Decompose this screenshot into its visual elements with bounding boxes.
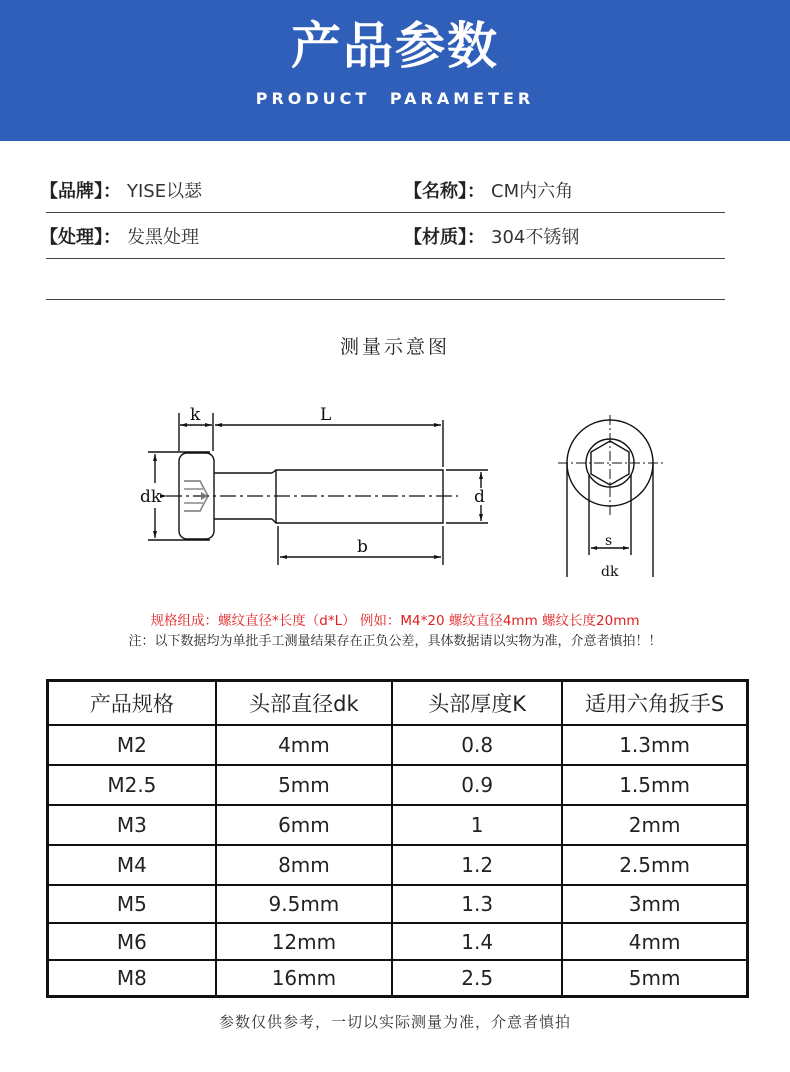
info-value: 发黑处理 <box>127 227 199 248</box>
cell-s: 5mm <box>562 960 747 996</box>
col-header-spec: 产品规格 <box>48 681 216 726</box>
label-d: d <box>474 487 485 507</box>
info-label: 【品牌】： <box>40 181 121 202</box>
page-subtitle: PRODUCT PARAMETER <box>255 89 535 108</box>
screw-drawing-icon <box>0 395 790 595</box>
table-row <box>48 725 748 765</box>
info-material <box>404 223 579 253</box>
info-value: YISE以瑟 <box>127 181 203 202</box>
table-row <box>48 765 748 805</box>
info-brand <box>40 177 202 207</box>
cell-dk: 16mm <box>216 960 392 996</box>
cell-dk: 4mm <box>216 725 392 765</box>
label-dk: dk <box>140 487 162 507</box>
cell-dk: 8mm <box>216 845 392 885</box>
cell-dk: 12mm <box>216 923 392 960</box>
info-label: 【名称】： <box>404 181 485 202</box>
label-b: b <box>357 537 368 557</box>
cell-dk: 6mm <box>216 805 392 845</box>
cell-s: 4mm <box>562 923 747 960</box>
info-value: CM内六角 <box>491 181 574 202</box>
cell-spec: M3 <box>48 805 216 845</box>
divider <box>46 212 725 213</box>
label-k: k <box>190 405 201 425</box>
measurement-diagram <box>0 395 790 595</box>
table-row <box>48 923 748 960</box>
label-front-dk: dk <box>601 564 619 580</box>
info-name <box>404 177 573 207</box>
label-s: s <box>605 533 613 549</box>
info-value: 304不锈钢 <box>491 227 580 248</box>
footer-disclaimer: 参数仅供参考，一切以实际测量为准，介意者慎拍 <box>218 1013 571 1031</box>
cell-s: 3mm <box>562 885 747 923</box>
label-L: L <box>320 405 332 425</box>
cell-k: 0.8 <box>392 725 562 765</box>
cell-spec: M8 <box>48 960 216 996</box>
spec-format-note: 规格组成：螺纹直径*长度（d*L） 例如：M4*20 螺纹直径4mm 螺纹长度20mm <box>150 613 640 629</box>
cell-dk: 5mm <box>216 765 392 805</box>
header-banner <box>0 0 790 141</box>
cell-spec: M4 <box>48 845 216 885</box>
cell-k: 1 <box>392 805 562 845</box>
diagram-title: 测量示意图 <box>339 336 450 358</box>
cell-s: 2.5mm <box>562 845 747 885</box>
divider <box>46 299 725 300</box>
cell-spec: M5 <box>48 885 216 923</box>
cell-spec: M6 <box>48 923 216 960</box>
disclaimer-note: 注：以下数据均为单批手工测量结果存在正负公差，具体数据请以实物为准，介意者慎拍！！ <box>128 634 662 649</box>
cell-dk: 9.5mm <box>216 885 392 923</box>
cell-s: 1.5mm <box>562 765 747 805</box>
info-label: 【处理】： <box>40 227 121 248</box>
cell-k: 0.9 <box>392 765 562 805</box>
cell-s: 1.3mm <box>562 725 747 765</box>
col-header-head-diameter: 头部直径dk <box>216 681 392 726</box>
cell-k: 1.2 <box>392 845 562 885</box>
col-header-hex-wrench: 适用六角扳手S <box>562 681 747 726</box>
info-treatment <box>40 223 199 253</box>
divider <box>46 258 725 259</box>
cell-k: 2.5 <box>392 960 562 996</box>
table-row <box>48 805 748 845</box>
cell-spec: M2.5 <box>48 765 216 805</box>
col-header-head-thickness: 头部厚度K <box>392 681 562 726</box>
page-title: 产品参数 <box>291 17 499 75</box>
table-row <box>48 845 748 885</box>
cell-s: 2mm <box>562 805 747 845</box>
cell-k: 1.3 <box>392 885 562 923</box>
cell-spec: M2 <box>48 725 216 765</box>
cell-k: 1.4 <box>392 923 562 960</box>
table-row <box>48 885 748 923</box>
table-row <box>48 960 748 996</box>
table-header-row <box>48 681 748 726</box>
spec-table <box>46 679 749 998</box>
info-label: 【材质】： <box>404 227 485 248</box>
